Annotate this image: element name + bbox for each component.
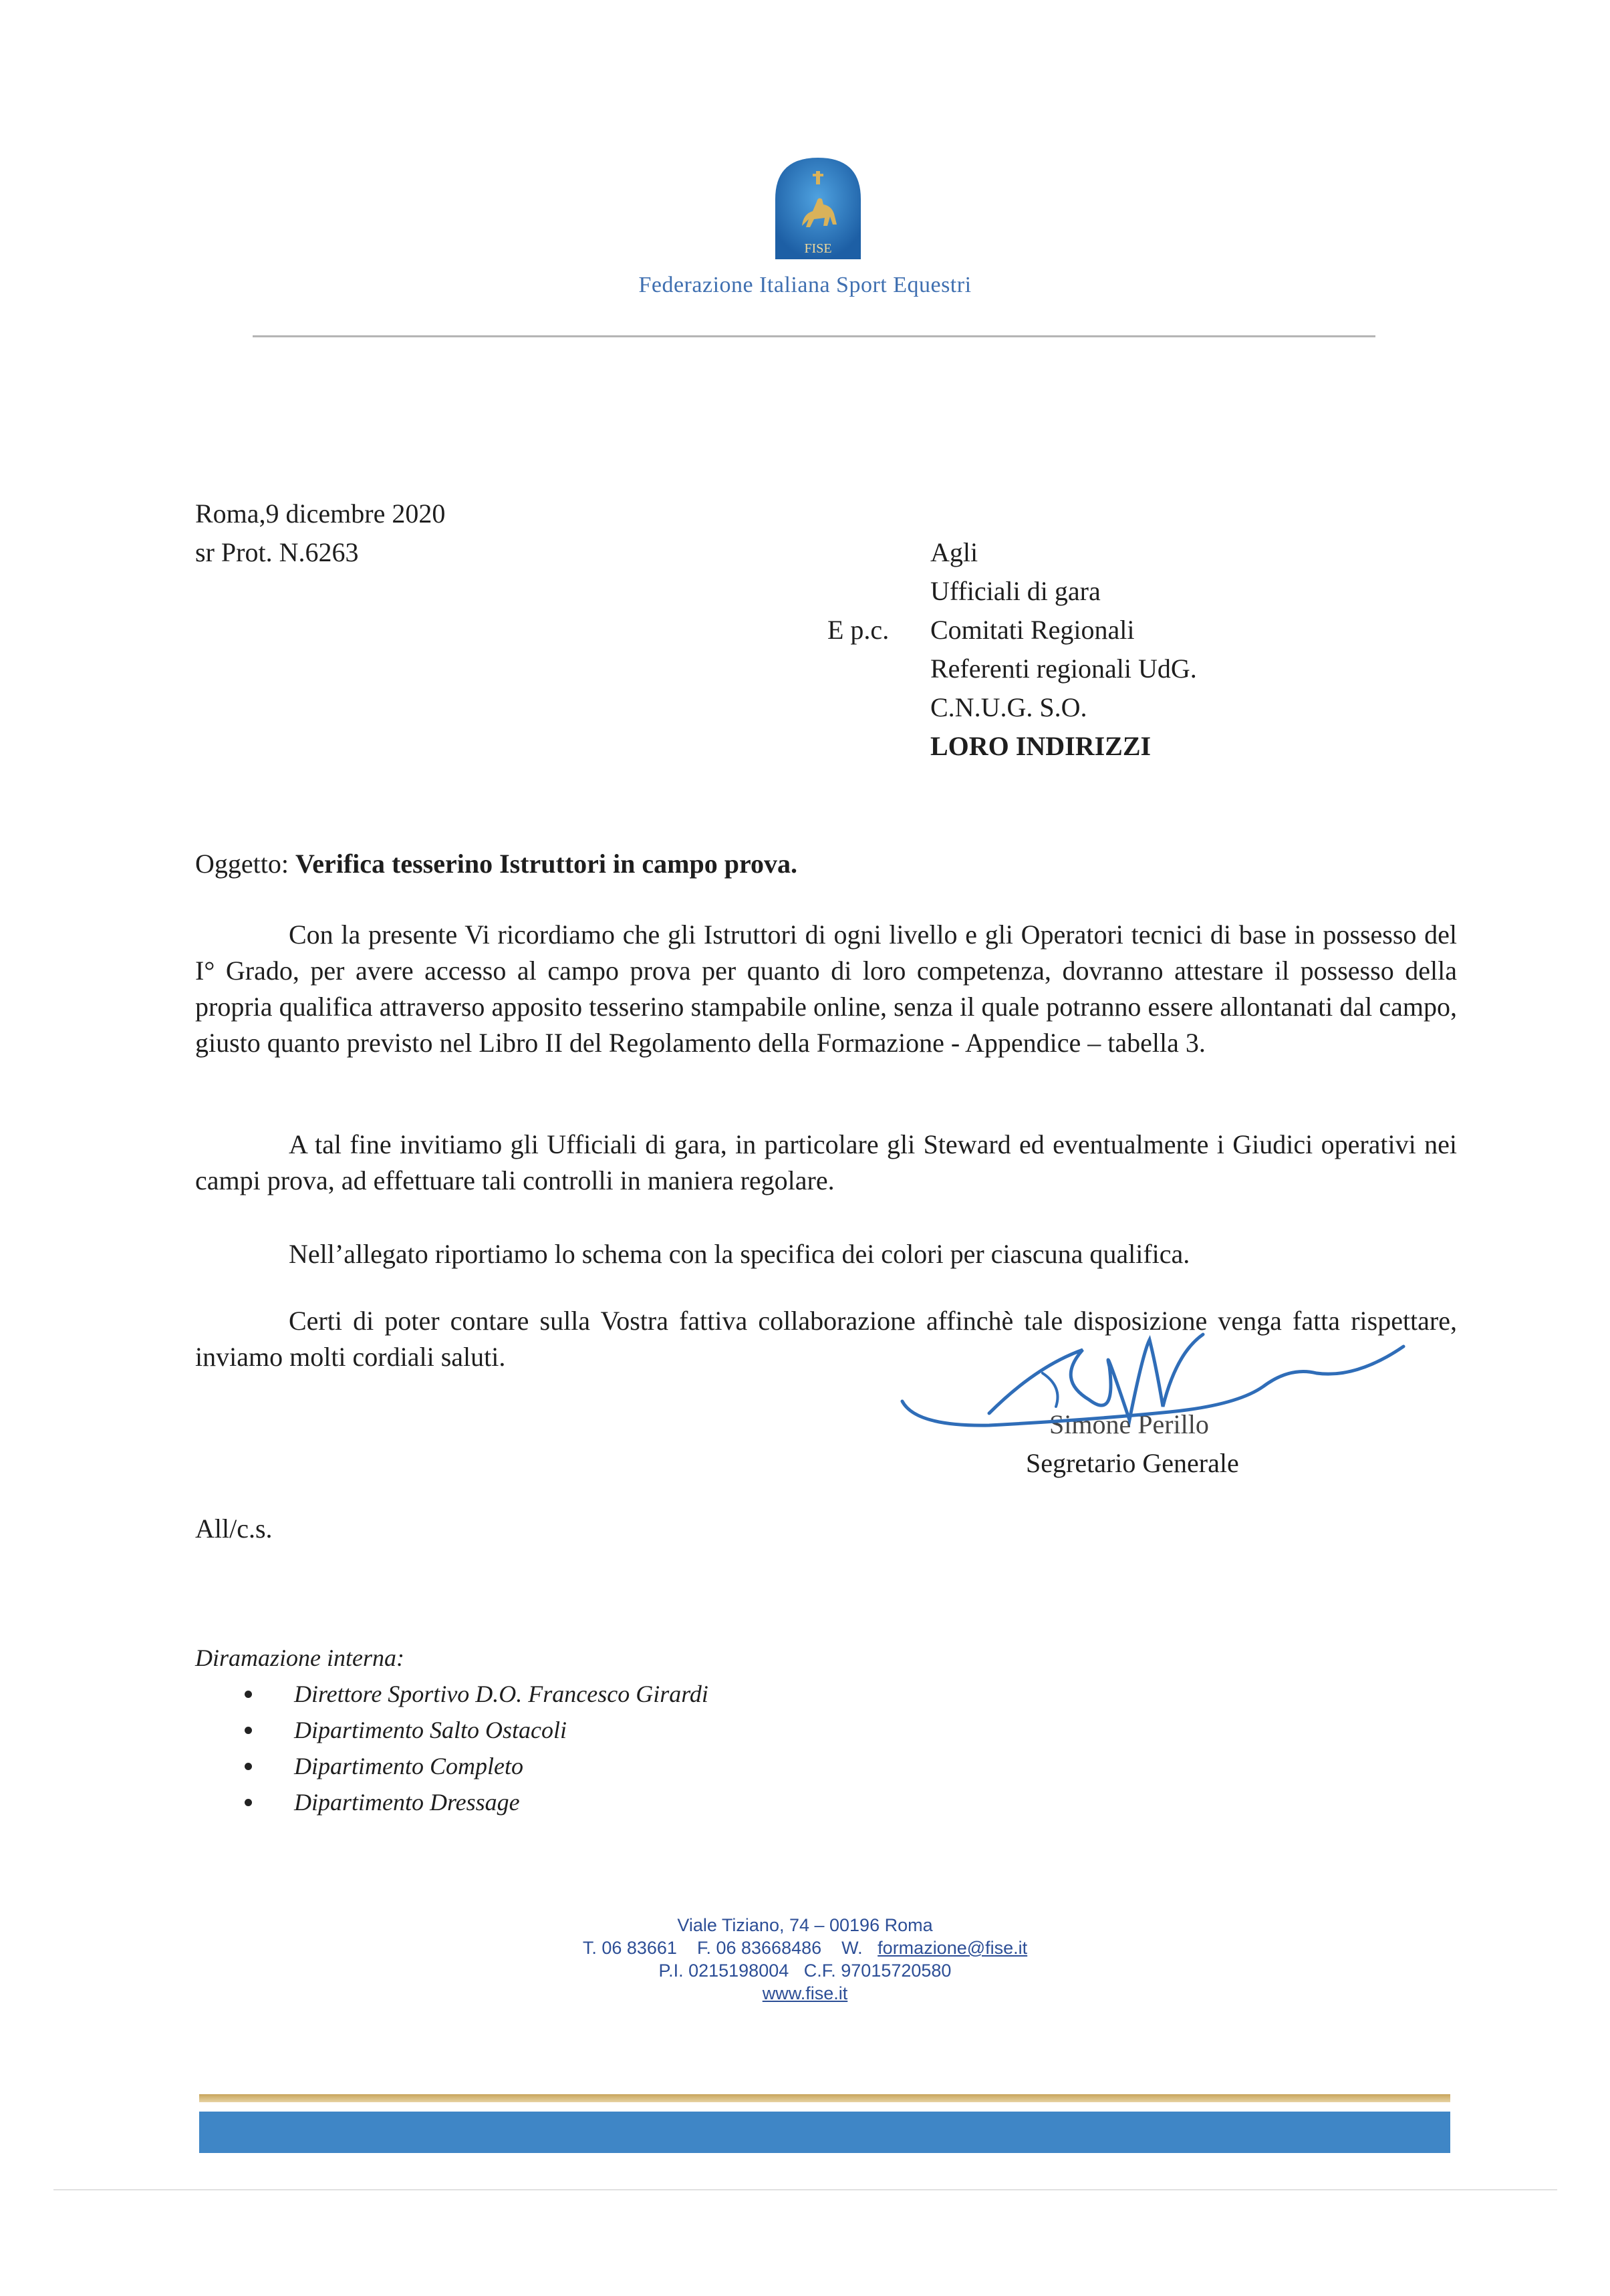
fise-logo — [769, 152, 867, 266]
recipient-line: Referenti regionali UdG. — [930, 654, 1197, 684]
distribution-item-label: Dipartimento Completo — [294, 1753, 523, 1779]
distribution-list — [242, 1676, 708, 1820]
footer-fax: F. 06 83668486 — [696, 1938, 822, 1958]
distribution-item-label: Dipartimento Dressage — [294, 1789, 520, 1816]
body-paragraph: A tal fine invitiamo gli Ufficiali di gara, in particolare gli Steward ed eventualmente i Giudici operativi nei campi prova, ad effettuare tali controlli in maniera regolare. — [195, 1129, 1457, 1195]
attachment-note: All/c.s. — [195, 1514, 273, 1544]
protocol-number: sr Prot. N.6263 — [195, 537, 359, 567]
signer-role: Segretario Generale — [1026, 1448, 1239, 1478]
distribution-item-label: Dipartimento Salto Ostacoli — [294, 1717, 567, 1743]
distribution-item-label: Direttore Sportivo D.O. Francesco Girardi — [294, 1681, 708, 1707]
body-paragraph: Nell’allegato riportiamo lo schema con la specifica dei colori per ciascuna qualifica. — [289, 1239, 1190, 1269]
page-bottom-rule — [53, 2189, 1557, 2190]
footer-gold-band — [199, 2094, 1450, 2102]
recipients-block — [930, 533, 1197, 766]
footer-phone: T. 06 83661 — [582, 1938, 677, 1958]
footer-email-label: W. — [841, 1938, 863, 1958]
federation-name: Federazione Italiana Sport Equestri — [638, 273, 972, 297]
footer-blue-band — [199, 2112, 1450, 2153]
recipient-line: Agli — [930, 537, 978, 567]
subject-label: Oggetto: — [195, 849, 289, 879]
bullet-icon — [245, 1799, 252, 1806]
recipient-line: Comitati Regionali — [930, 615, 1135, 645]
body-paragraph: Con la presente Vi ricordiamo che gli Istruttori di ogni livello e gli Operatori tecnici di base in possesso del I° Grado, per avere accesso al campo prova per quanto di loro competenza, dovranno attestare il possesso della propria qualifica attraverso apposito tesserino stampabile online, senza il quale potranno essere allontanati dal campo, giusto quanto previsto nel Libro II del Regolamento della Formazione - Appendice – tabella 3. — [195, 919, 1457, 1058]
footer-fiscal — [0, 1959, 1610, 1982]
footer-email-link[interactable]: formazione@fise.it — [878, 1938, 1028, 1958]
footer-contacts — [0, 1936, 1610, 1959]
subject-line — [195, 845, 797, 883]
bullet-icon — [245, 1763, 252, 1770]
footer-piva: P.I. 0215198004 — [658, 1961, 789, 1981]
footer-website — [0, 1982, 1610, 2005]
svg-text:FISE: FISE — [804, 241, 832, 256]
letter-date: Roma,9 dicembre 2020 — [195, 498, 446, 529]
fise-logo-emblem — [769, 152, 867, 266]
footer-cf: C.F. 97015720580 — [803, 1961, 952, 1981]
footer-website-link[interactable]: www.fise.it — [762, 1983, 848, 2003]
bullet-icon — [245, 1727, 252, 1734]
body-paragraph: Certi di poter contare sulla Vostra fattiva collaborazione affinchè tale disposizione venga fatta rispettare, inviamo molti cordiali saluti. — [195, 1306, 1457, 1372]
recipient-line: C.N.U.G. S.O. — [930, 692, 1087, 722]
handwritten-signature — [889, 1326, 1410, 1467]
distribution-title: Diramazione interna: — [195, 1644, 404, 1671]
recipients-closing: LORO INDIRIZZI — [930, 731, 1152, 761]
subject-text: Verifica tesserino Istruttori in campo prova. — [295, 849, 797, 879]
distribution-item — [242, 1784, 708, 1820]
distribution-item — [242, 1712, 708, 1748]
footer-address: Viale Tiziano, 74 – 00196 Roma — [677, 1915, 933, 1935]
epc-label: E p.c. — [827, 615, 890, 645]
bullet-icon — [245, 1691, 252, 1698]
distribution-item — [242, 1676, 708, 1712]
distribution-item — [242, 1748, 708, 1784]
signer-name: Simone Perillo — [1049, 1409, 1209, 1439]
recipient-line: Ufficiali di gara — [930, 576, 1101, 606]
header-divider — [253, 335, 1375, 337]
